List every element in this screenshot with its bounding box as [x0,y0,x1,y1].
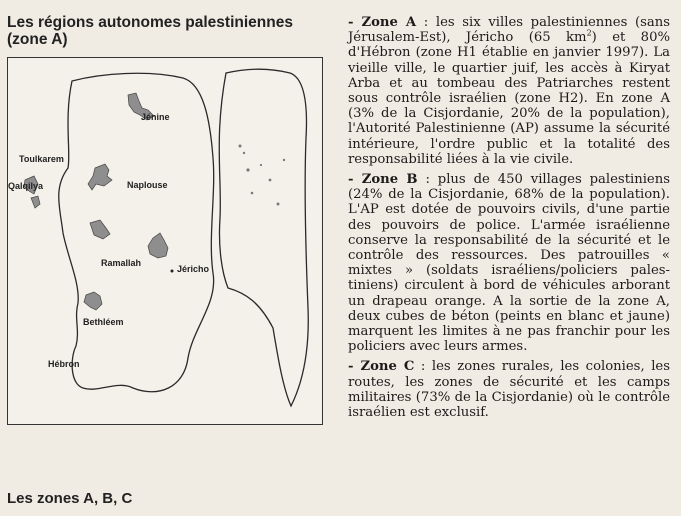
label-ramallah: Ramallah [101,258,142,268]
label-naplouse: Naplouse [127,180,168,190]
label-hebron: Hébron [48,359,80,369]
jordan-outline [219,69,308,406]
zone-a-qalqilya [31,196,40,208]
zone-a-name: - Zone A [348,15,417,30]
map-title: Les régions autonomes palestiniennes (zone A) [7,14,293,48]
label-qalqilya: Qalqilya [8,181,44,191]
label-toulkarem: Toulkarem [19,154,64,164]
label-jericho: Jéricho [177,264,210,274]
zone-c-text: : les zones rurales, les colonies, les routes, les zones de sécurité et les camps militaires (73% de la Cisjordanie) où le contrôle israélien est exclusif. [348,359,671,421]
city-markers [171,270,174,273]
zone-a-jericho [148,233,168,258]
label-bethleem: Bethléem [83,317,124,327]
map-frame [7,57,323,425]
zone-a-paragraph [348,15,670,167]
zone-b-paragraph [348,172,670,354]
figure-caption: Les zones A, B, C [7,490,133,507]
zones-text [348,15,670,425]
zone-c-name: - Zone C [348,359,415,375]
zone-a-superscript: 2 [586,28,592,38]
zone-a-ramallah [90,220,110,239]
zone-b-name: - Zone B [348,172,418,188]
west-bank-outline [59,73,214,391]
eastern-patches [239,145,286,206]
zone-a-bethleem [84,292,102,310]
zone-a-text-1: : les six villes palestiniennes (sans Jérusalem-Est), Jéricho (65 km [348,15,670,46]
zone-a-naplouse [88,164,112,190]
zone-a-text-2: ) et 80% d'Hébron (zone H1 établie en janvier 1997). La vieille ville, le quartier juif, les accès à Kiryat Arba et au tombeau des Patriarches restent sous contrôle israélien (zone H2). En zone A (3% de la Cisjordanie, 20% de la population), l'Autorité Palestinienne (AP) assume la sécurité intérieure, l'ordre public et la totalité des responsabilité liées à la vie civile. [348,30,670,167]
label-jenine: Jénine [141,112,170,122]
zone-c-paragraph [348,359,670,420]
zone-b-text: : plus de 450 villages palestiniens (24% de la Cisjordanie, 68% de la population). L'AP est dotée de pouvoirs civils, d'une partie des pouvoirs de police. L'armée israélienne conserve la responsabilité de la sécurité et le contrôle des ressources. Des patrouilles « mixtes » (soldats israéliens/policiers palestiniens) circulent à bord de véhicules arborant un drapeau orange. A la sortie de la zone A, deux cubes de béton (peints en blanc et jaune) marquent les limites à ne pas franchir pour les policiers avec leurs armes. [348,172,670,355]
